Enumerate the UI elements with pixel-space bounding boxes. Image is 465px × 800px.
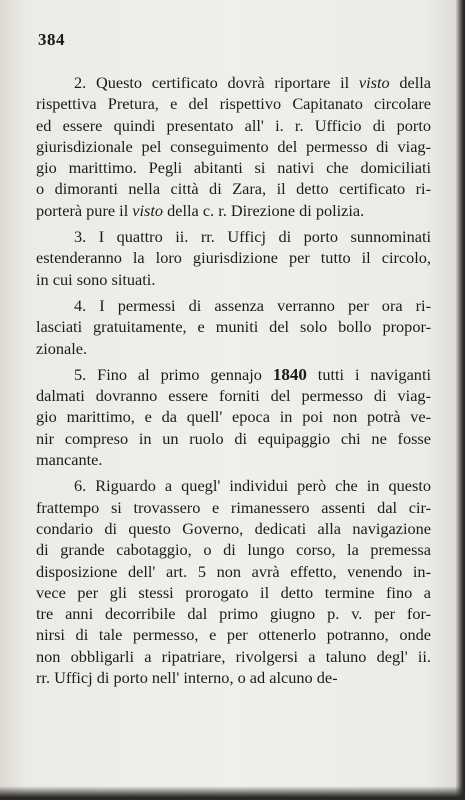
paragraph-p2 [36, 72, 431, 221]
text-segment: 3. I quattro ii. rr. Ufficj di porto sunnominati [74, 227, 431, 247]
text-line [36, 385, 431, 406]
text-segment: non obbligarli a ripatriare, rivolgersi a taluno degl' ii. [36, 646, 431, 666]
paragraph-p6 [36, 475, 431, 688]
text-segment: della [389, 73, 431, 92]
text-line [36, 406, 431, 427]
text-line [36, 136, 431, 157]
text-segment: lasciati gratuitamente, e muniti del solo bollo propor- [36, 317, 431, 337]
text-line [36, 603, 431, 624]
text-line [36, 72, 431, 93]
text-segment: frattempo si trovassero e rimanessero assenti dal cir- [36, 497, 431, 517]
italic-term: visto [358, 73, 390, 92]
text-segment: tre anni decorribile dal primo giugno p. v. per for- [36, 604, 431, 624]
text-segment: gio marittimo. Pegli abitanti si nativi che domiciliati [36, 158, 431, 178]
text-line [36, 518, 431, 539]
text-segment: 6. Riguardo a quegl' individui però che in questo [74, 476, 431, 496]
text-segment: in cui sono situati. [36, 269, 156, 289]
text-line [36, 582, 431, 603]
text-segment: della c. r. Direzione di polizia. [163, 200, 365, 220]
text-line [36, 624, 431, 645]
text-line [36, 226, 431, 247]
text-segment: estenderanno la loro giurisdizione per tutto il circolo, [36, 248, 431, 268]
text-line [36, 561, 431, 582]
text-segment: 4. I permessi di assenza verranno per ora ri- [74, 295, 431, 315]
text-line [36, 428, 431, 449]
text-segment: rispettiva Pretura, e del rispettivo Capitanato circolare [36, 94, 431, 114]
text-line [36, 115, 431, 136]
paragraph-p3 [36, 226, 431, 290]
text-segment: vece per gli stessi prorogato il detto termine fino a [36, 582, 431, 602]
year-number: 1840 [272, 364, 307, 384]
text-segment: condario di questo Governo, dedicati alla navigazione [36, 518, 431, 538]
text-segment: zionale. [36, 338, 88, 358]
page-edge-shadow [456, 0, 465, 800]
text-line [36, 667, 431, 688]
paragraph-p5 [36, 364, 431, 470]
text-line [36, 200, 431, 221]
text-segment: nir compreso in un ruolo di equipaggio chi ne fosse [36, 428, 431, 448]
text-line [36, 295, 431, 316]
text-line [36, 497, 431, 518]
text-segment: ed essere quindi presentato all' i. r. Ufficio di porto [36, 115, 431, 135]
text-line [36, 247, 431, 268]
italic-term: visto [132, 200, 164, 220]
text-line [36, 269, 431, 290]
text-segment: tutti i naviganti [306, 364, 431, 384]
text-line [36, 316, 431, 337]
text-segment: gio marittimo, e da quell' epoca in poi non potrà ve- [36, 407, 431, 427]
body-text [36, 72, 431, 693]
text-segment: o dimoranti nella città di Zara, il detto certificato ri- [36, 179, 431, 199]
text-line [36, 475, 431, 496]
text-segment: di grande cabotaggio, o di lungo corso, la premessa [36, 540, 431, 560]
text-line [36, 93, 431, 114]
page-number: 384 [38, 30, 65, 49]
text-segment: giurisdizionale pel conseguimento del permesso di viag- [36, 136, 431, 156]
text-segment: rr. Ufficj di porto nell' interno, o ad alcuno de- [36, 668, 338, 688]
text-segment: disposizione dell' art. 5 non avrà effetto, venendo in- [36, 561, 431, 581]
text-line [36, 646, 431, 667]
text-segment: 2. Questo certificato dovrà riportare il [74, 73, 359, 92]
page-bottom-shadow [0, 786, 465, 800]
text-segment: mancante. [36, 450, 103, 470]
text-segment: porterà pure il [36, 200, 133, 220]
text-segment: dalmati dovranno essere forniti del permesso di viag- [36, 386, 431, 406]
text-segment: 5. Fino al primo gennajo [74, 364, 273, 384]
text-line [36, 539, 431, 560]
text-line [36, 178, 431, 199]
text-segment: nirsi di tale permesso, e per ottenerlo potranno, onde [36, 625, 431, 645]
text-line [36, 449, 431, 470]
paragraph-p4 [36, 295, 431, 359]
text-line [36, 157, 431, 178]
text-line [36, 338, 431, 359]
text-line [36, 364, 431, 385]
